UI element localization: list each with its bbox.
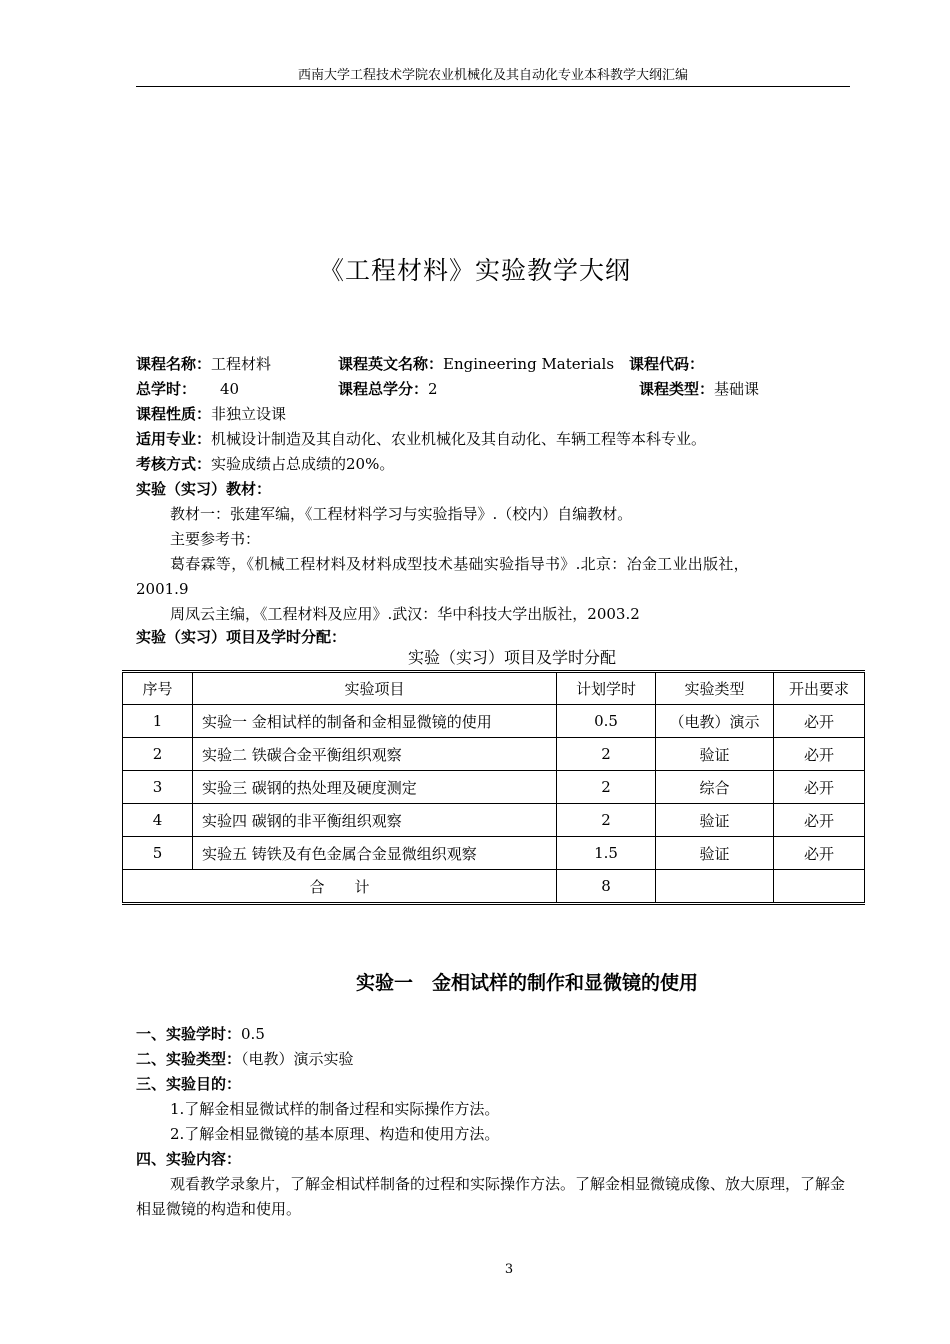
section-type — [136, 1049, 354, 1069]
course-nature-line — [136, 404, 286, 424]
section-hours-label: 一、实验学时： — [136, 1025, 242, 1043]
row-hours: 2 — [557, 738, 656, 771]
row-item: 实验二 铁碳合金平衡组织观察 — [193, 738, 557, 771]
experiment-1-title: 实验一 金相试样的制作和显微镜的使用 — [355, 972, 698, 994]
total-req-empty — [774, 870, 865, 904]
row-type: 验证 — [656, 837, 774, 870]
header-item: 实验项目 — [193, 672, 557, 705]
table-header-row — [123, 672, 865, 705]
assessment-value: 实验成绩占总成绩的20%。 — [211, 455, 395, 473]
section-content-label: 四、实验内容： — [136, 1150, 242, 1168]
section-purpose-label: 三、实验目的： — [136, 1075, 242, 1093]
assessment-line — [136, 454, 394, 474]
header-rule — [136, 86, 850, 87]
textbook-1: 教材一：张建军编，《工程材料学习与实验指导》.（校内）自编教材。 — [170, 505, 633, 523]
course-name-value: 工程材料 — [211, 355, 272, 373]
row-hours: 0.5 — [557, 705, 656, 738]
section-hours-value: 0.5 — [241, 1025, 265, 1043]
table-row — [123, 837, 865, 870]
row-requirement: 必开 — [774, 837, 865, 870]
header-requirement: 开出要求 — [774, 672, 865, 705]
total-hours-value: 40 — [220, 380, 240, 398]
row-requirement: 必开 — [774, 738, 865, 771]
purpose-item-1: 1.了解金相显微试样的制备过程和实际操作方法。 — [170, 1100, 500, 1118]
row-item: 实验三 碳钢的热处理及硬度测定 — [193, 771, 557, 804]
reference-1-year: 2001.9 — [136, 580, 189, 598]
total-credits-line — [338, 379, 438, 399]
course-code-line — [629, 354, 704, 374]
course-type-value: 基础课 — [714, 380, 760, 398]
header-type: 实验类型 — [656, 672, 774, 705]
page-number: 3 — [504, 1262, 514, 1277]
row-type: 验证 — [656, 804, 774, 837]
row-no: 1 — [123, 705, 193, 738]
course-en-name-label: 课程英文名称： — [338, 355, 444, 373]
row-requirement: 必开 — [774, 771, 865, 804]
content-paragraph: 观看教学录象片，了解金相试样制备的过程和实际操作方法。了解金相显微镜成像、放大原理，了解金相显微镜的构造和使用。 — [136, 1175, 846, 1218]
header-no: 序号 — [123, 672, 193, 705]
total-type-empty — [656, 870, 774, 904]
section-type-label: 二、实验类型： — [136, 1050, 242, 1068]
row-item: 实验一 金相试样的制备和金相显微镜的使用 — [193, 705, 557, 738]
row-type: 综合 — [656, 771, 774, 804]
row-item: 实验四 碳钢的非平衡组织观察 — [193, 804, 557, 837]
textbook-label: 实验（实习）教材： — [136, 480, 272, 498]
course-en-name-line — [338, 354, 614, 374]
row-type: 验证 — [656, 738, 774, 771]
table-title: 实验（实习）项目及学时分配 — [407, 648, 616, 667]
row-no: 2 — [123, 738, 193, 771]
row-item: 实验五 铸铁及有色金属合金显微组织观察 — [193, 837, 557, 870]
total-credits-label: 课程总学分： — [338, 380, 429, 398]
section-hours — [136, 1024, 265, 1044]
row-hours: 1.5 — [557, 837, 656, 870]
table-row — [123, 771, 865, 804]
document-title: 《工程材料》实验教学大纲 — [318, 256, 631, 285]
header-hours: 计划学时 — [557, 672, 656, 705]
course-code-label: 课程代码： — [629, 355, 705, 373]
total-hours-line — [136, 379, 196, 399]
row-no: 3 — [123, 771, 193, 804]
total-label: 合 计 — [123, 870, 557, 904]
applicable-major-label: 适用专业： — [136, 430, 212, 448]
course-nature-value: 非独立设课 — [211, 405, 287, 423]
course-type-label: 课程类型： — [639, 380, 715, 398]
table-row — [123, 705, 865, 738]
total-hours: 8 — [557, 870, 656, 904]
row-hours: 2 — [557, 771, 656, 804]
purpose-item-2: 2.了解金相显微镜的基本原理、构造和使用方法。 — [170, 1125, 500, 1143]
course-en-name-value: Engineering Materials — [443, 355, 615, 373]
total-credits-value: 2 — [428, 380, 438, 398]
course-name-line — [136, 354, 271, 374]
row-type: （电教）演示 — [656, 705, 774, 738]
row-no: 5 — [123, 837, 193, 870]
allocation-label: 实验（实习）项目及学时分配： — [136, 628, 347, 646]
row-hours: 2 — [557, 804, 656, 837]
applicable-major-line — [136, 429, 706, 449]
table-row — [123, 804, 865, 837]
course-name-label: 课程名称： — [136, 355, 212, 373]
section-type-value: （电教）演示实验 — [241, 1050, 354, 1068]
references-label: 主要参考书： — [170, 530, 261, 548]
reference-2: 周凤云主编，《工程材料及应用》.武汉：华中科技大学出版社，2003.2 — [170, 605, 640, 623]
table-total-row — [123, 870, 865, 904]
course-nature-label: 课程性质： — [136, 405, 212, 423]
course-type-line — [639, 379, 759, 399]
reference-1: 葛春霖等，《机械工程材料及材料成型技术基础实验指导书》.北京：冶金工业出版社， — [170, 555, 749, 573]
row-no: 4 — [123, 804, 193, 837]
row-requirement: 必开 — [774, 705, 865, 738]
table-row — [123, 738, 865, 771]
assessment-label: 考核方式： — [136, 455, 212, 473]
applicable-major-value: 机械设计制造及其自动化、农业机械化及其自动化、车辆工程等本科专业。 — [211, 430, 707, 448]
row-requirement: 必开 — [774, 804, 865, 837]
total-hours-label: 总学时： — [136, 380, 197, 398]
experiment-plan-table — [122, 670, 865, 905]
page-header: 西南大学工程技术学院农业机械化及其自动化专业本科教学大纲汇编 — [297, 68, 688, 83]
